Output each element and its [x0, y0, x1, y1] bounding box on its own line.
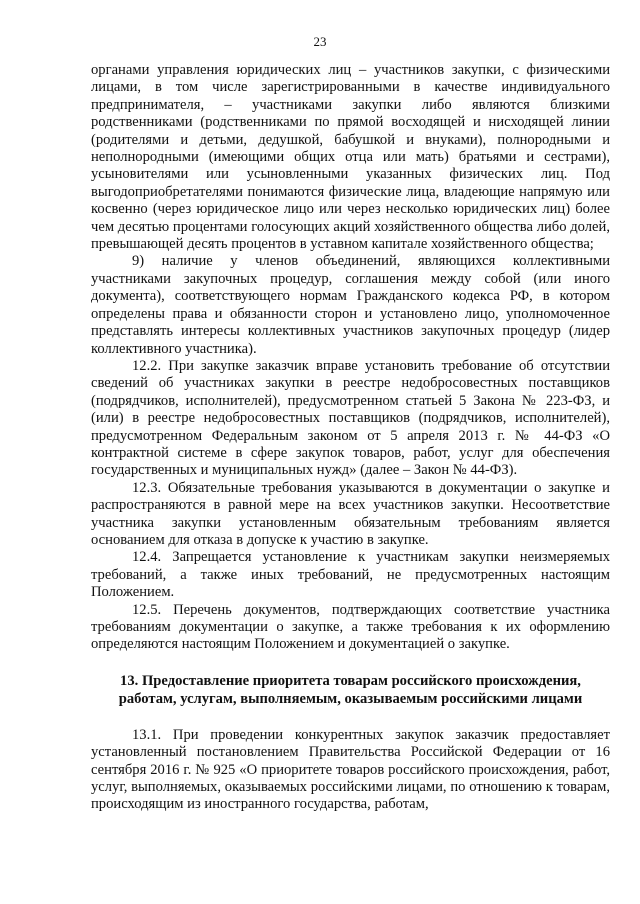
section-heading — [91, 672, 610, 708]
page-number: 23 — [313, 34, 327, 49]
document-body — [91, 62, 610, 814]
paragraph-continuation: органами управления юридических лиц – участников закупки, с физическими лицами, в том числе зарегистрированными в качестве индивидуального предпринимателя, – участниками закупки либо являются близкими родственниками (родственниками по прямой восходящей и нисходящей линии (родителями и детьми, дедушкой, бабушкой и внуками), полнородными и неполнородными (имеющими общих отца или мать) братьями и сестрами), усыновителями или усыновленными указанных физических лиц. Под выгодоприобретателями понимаются физические лица, владеющие напрямую или косвенно (через юридическое лицо или через несколько юридических лиц) более чем десятью процентами голосующих акций хозяйственного общества либо долей, превышающей десять процентов в уставном капитале хозяйственного общества; — [91, 62, 610, 253]
paragraph-13-1: 13.1. При проведении конкурентных закупок заказчик предоставляет установленный постановлением Правительства Российской Федерации от 16 сентября 2016 г. № 925 «О приоритете товаров российского происхождения, работ, услуг, выполняемых, оказываемых российскими лицами, по отношению к товарам, происходящим из иностранного государства, работам, — [91, 726, 610, 813]
paragraph-12-4: 12.4. Запрещается установление к участникам закупки неизмеряемых требований, а также иных требований, не предусмотренных настоящим Положением. — [91, 549, 610, 601]
paragraph-12-2: 12.2. При закупке заказчик вправе установить требование об отсутствии сведений об участниках закупки в реестре недобросовестных поставщиков (подрядчиков, исполнителей), предусмотренном статьей 5 Закона № 223-ФЗ, и (или) в реестре недобросовестных поставщиков (подрядчиков, исполнителей), предусмотренном Федеральным законом от 5 апреля 2013 г. № 44-ФЗ «О контрактной системе в сфере закупок товаров, работ, услуг для обеспечения государственных и муниципальных нужд» (далее – Закон № 44-ФЗ). — [91, 357, 610, 479]
section-heading-line-1: 13. Предоставление приоритета товарам российского происхождения, — [120, 672, 581, 689]
paragraph-12-3: 12.3. Обязательные требования указываются в документации о закупке и распространяются в равной мере на всех участников закупки. Несоответствие участника закупки установленным обязательным требованиям является основанием для отказа в допуске к участию в закупке. — [91, 479, 610, 548]
paragraph-12-5: 12.5. Перечень документов, подтверждающих соответствие участника требованиям документации о закупке, а также требования к их оформлению определяются настоящим Положением и документацией о закупке. — [91, 601, 610, 653]
paragraph-item-9: 9) наличие у членов объединений, являющихся коллективными участниками закупочных процедур, соглашения между собой (или иного документа), соответствующего нормам Гражданского кодекса РФ, в котором определены права и обязанности сторон и установлено лицо, уполномоченное представлять интересы коллективных участников закупочных процедур (лидер коллективного участника). — [91, 253, 610, 357]
section-heading-line-2: работам, услугам, выполняемым, оказываемым российскими лицами — [118, 690, 583, 707]
